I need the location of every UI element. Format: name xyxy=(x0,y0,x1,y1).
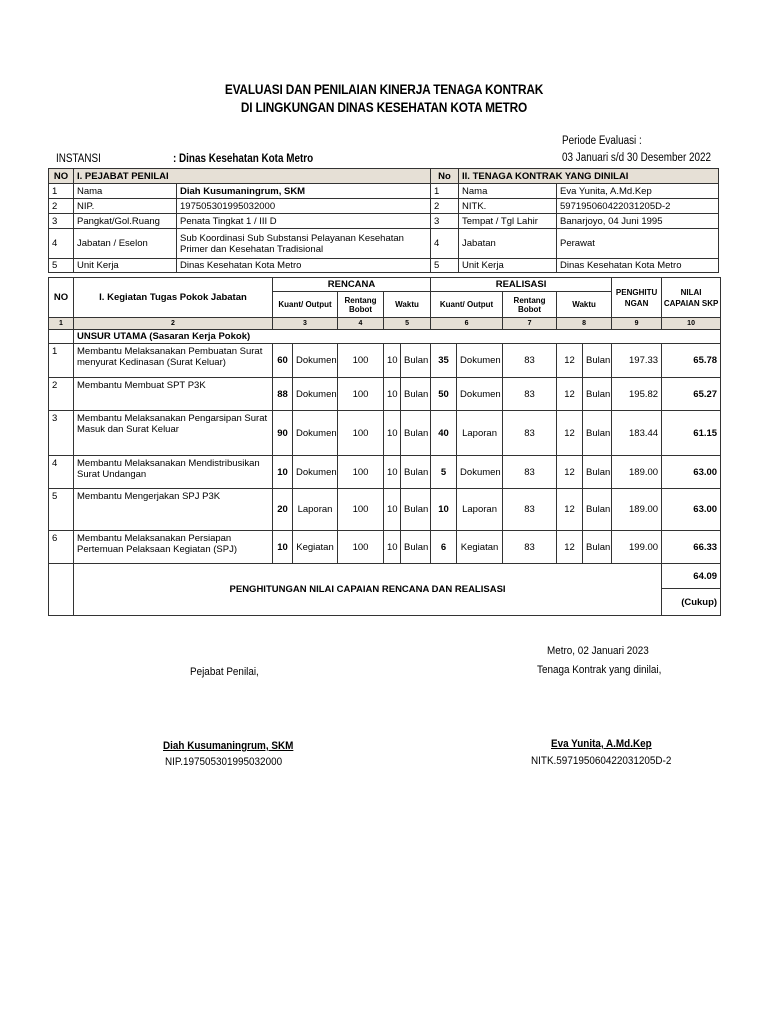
nilai-capaian-value: 63.00 xyxy=(662,489,721,531)
identity-left-no: 1 xyxy=(49,184,74,199)
identity-right-label: Unit Kerja xyxy=(459,259,557,273)
identity-header-row xyxy=(49,169,719,184)
rencana-unit: Dokumen xyxy=(293,378,338,411)
kontrak-ttl: Banarjoyo, 04 Juni 1995 xyxy=(557,214,719,229)
realisasi-waktu: 12 xyxy=(557,378,583,411)
identity-row-5 xyxy=(49,259,719,273)
rencana-qty: 90 xyxy=(273,411,293,456)
rencana-waktu-unit: Bulan xyxy=(401,344,431,378)
rencana-qty: 88 xyxy=(273,378,293,411)
realisasi-waktu-unit: Bulan xyxy=(583,411,612,456)
summary-label: PENGHITUNGAN NILAI CAPAIAN RENCANA DAN REALISASI xyxy=(74,564,662,616)
realisasi-unit: Dokumen xyxy=(457,456,503,489)
penghitungan-value: 195.82 xyxy=(612,378,662,411)
kegiatan-table xyxy=(48,277,721,616)
rencana-qty: 20 xyxy=(273,489,293,531)
penilai-nip: 197505301995032000 xyxy=(177,199,431,214)
col-number: 3 xyxy=(273,318,338,330)
rencana-bobot: 100 xyxy=(338,378,384,411)
realisasi-qty: 5 xyxy=(431,456,457,489)
section-empty-cell xyxy=(49,330,74,344)
rencana-unit: Dokumen xyxy=(293,411,338,456)
pejabat-penilai-header: I. PEJABAT PENILAI xyxy=(74,169,431,184)
rencana-waktu: 10 xyxy=(384,489,401,531)
identity-left-label: Nama xyxy=(74,184,177,199)
periode-label: Periode Evaluasi : xyxy=(562,135,642,147)
penghitungan-value: 183.44 xyxy=(612,411,662,456)
instansi-value: : Dinas Kesehatan Kota Metro xyxy=(173,153,314,165)
realisasi-unit: Dokumen xyxy=(457,344,503,378)
penghitungan-header: PENGHITU NGAN xyxy=(612,278,662,318)
realisasi-qty: 10 xyxy=(431,489,457,531)
rencana-waktu: 10 xyxy=(384,378,401,411)
identity-left-label: Pangkat/Gol.Ruang xyxy=(74,214,177,229)
rencana-waktu: 10 xyxy=(384,411,401,456)
section-row xyxy=(49,330,721,344)
penilai-pangkat: Penata Tingkat 1 / III D xyxy=(177,214,431,229)
identity-left-no: 3 xyxy=(49,214,74,229)
summary-row-top xyxy=(49,564,721,589)
table-row xyxy=(49,489,721,531)
nilai-capaian-value: 63.00 xyxy=(662,456,721,489)
realisasi-waktu: 12 xyxy=(557,344,583,378)
realisasi-qty: 6 xyxy=(431,531,457,564)
rencana-waktu-unit: Bulan xyxy=(401,456,431,489)
rencana-bobot: 100 xyxy=(338,411,384,456)
rencana-unit: Dokumen xyxy=(293,456,338,489)
identity-right-label: Nama xyxy=(459,184,557,199)
summary-empty-cell xyxy=(49,564,74,616)
rencana-bobot: 100 xyxy=(338,344,384,378)
col-number: 1 xyxy=(49,318,74,330)
kontrak-nama: Eva Yunita, A.Md.Kep xyxy=(557,184,719,199)
nilai-capaian-header: NILAI CAPAIAN SKP xyxy=(662,278,721,318)
section-label: UNSUR UTAMA (Sasaran Kerja Pokok) xyxy=(74,330,721,344)
penilai-jabatan: Sub Koordinasi Sub Substansi Pelayanan Kesehatan Primer dan Kesehatan Tradisional xyxy=(177,229,431,259)
row-kegiatan: Membantu Membuat SPT P3K xyxy=(74,378,273,411)
rencana-unit: Kegiatan xyxy=(293,531,338,564)
realisasi-waktu-header: Waktu xyxy=(557,292,612,318)
realisasi-qty: 40 xyxy=(431,411,457,456)
col-no-header: NO xyxy=(49,278,74,318)
realisasi-qty: 50 xyxy=(431,378,457,411)
identity-row-3 xyxy=(49,214,719,229)
rencana-waktu-header: Waktu xyxy=(384,292,431,318)
realisasi-qty: 35 xyxy=(431,344,457,378)
realisasi-waktu-unit: Bulan xyxy=(583,378,612,411)
row-no: 3 xyxy=(49,411,74,456)
realisasi-waktu: 12 xyxy=(557,456,583,489)
rencana-qty: 10 xyxy=(273,531,293,564)
identity-row-4 xyxy=(49,229,719,259)
periode-value: 03 Januari s/d 30 Desember 2022 xyxy=(562,152,711,164)
document-title-line1: EVALUASI DAN PENILAIAN KINERJA TENAGA KONTRAK xyxy=(224,82,544,97)
rencana-bobot: 100 xyxy=(338,531,384,564)
rencana-waktu: 10 xyxy=(384,344,401,378)
realisasi-waktu-unit: Bulan xyxy=(583,344,612,378)
penilai-nama: Diah Kusumaningrum, SKM xyxy=(177,184,431,199)
kontrak-unit-kerja: Dinas Kesehatan Kota Metro xyxy=(557,259,719,273)
col-number: 4 xyxy=(338,318,384,330)
realisasi-unit: Dokumen xyxy=(457,378,503,411)
identity-right-no: 2 xyxy=(431,199,459,214)
row-no: 5 xyxy=(49,489,74,531)
realisasi-bobot: 83 xyxy=(503,456,557,489)
col-number: 2 xyxy=(74,318,273,330)
rencana-unit: Laporan xyxy=(293,489,338,531)
col-kegiatan-header: I. Kegiatan Tugas Pokok Jabatan xyxy=(74,278,273,318)
identity-right-label: NITK. xyxy=(459,199,557,214)
rencana-bobot: 100 xyxy=(338,489,384,531)
penilai-unit-kerja: Dinas Kesehatan Kota Metro xyxy=(177,259,431,273)
row-no: 2 xyxy=(49,378,74,411)
penilai-signature-nip: NIP.197505301995032000 xyxy=(165,756,283,768)
instansi-label: INSTANSI xyxy=(56,153,101,165)
nilai-capaian-value: 65.27 xyxy=(662,378,721,411)
penghitungan-value: 189.00 xyxy=(612,489,662,531)
col-number: 10 xyxy=(662,318,721,330)
table-row xyxy=(49,378,721,411)
rencana-header: RENCANA xyxy=(273,278,431,292)
penilai-signature-name: Diah Kusumaningrum, SKM xyxy=(163,740,294,752)
identity-no-header-right: No xyxy=(431,169,459,184)
realisasi-unit: Laporan xyxy=(457,411,503,456)
identity-no-header: NO xyxy=(49,169,74,184)
rencana-waktu-unit: Bulan xyxy=(401,378,431,411)
rencana-waktu: 10 xyxy=(384,531,401,564)
realisasi-waktu-unit: Bulan xyxy=(583,489,612,531)
identity-left-label: Jabatan / Eselon xyxy=(74,229,177,259)
identity-right-no: 5 xyxy=(431,259,459,273)
row-no: 6 xyxy=(49,531,74,564)
realisasi-waktu: 12 xyxy=(557,411,583,456)
kontrak-jabatan: Perawat xyxy=(557,229,719,259)
place-date: Metro, 02 Januari 2023 xyxy=(547,645,649,657)
identity-row-2 xyxy=(49,199,719,214)
row-no: 1 xyxy=(49,344,74,378)
nilai-capaian-value: 65.78 xyxy=(662,344,721,378)
identity-right-label: Tempat / Tgl Lahir xyxy=(459,214,557,229)
identity-row-1 xyxy=(49,184,719,199)
nilai-capaian-value: 66.33 xyxy=(662,531,721,564)
row-no: 4 xyxy=(49,456,74,489)
identity-right-no: 3 xyxy=(431,214,459,229)
col-number: 9 xyxy=(612,318,662,330)
realisasi-kuant-header: Kuant/ Output xyxy=(431,292,503,318)
col-number: 5 xyxy=(384,318,431,330)
rencana-bobot-header: Rentang Bobot xyxy=(338,292,384,318)
kontrak-signature-nitk: NITK.597195060422031205D-2 xyxy=(531,755,672,767)
realisasi-bobot: 83 xyxy=(503,378,557,411)
summary-kategori: (Cukup) xyxy=(662,589,721,616)
row-kegiatan: Membantu Melaksanakan Pengarsipan Surat Masuk dan Surat Keluar xyxy=(74,411,273,456)
col-number: 6 xyxy=(431,318,503,330)
realisasi-bobot: 83 xyxy=(503,531,557,564)
row-kegiatan: Membantu Melaksanakan Persiapan Pertemuan Pelaksaan Kegiatan (SPJ) xyxy=(74,531,273,564)
table-row xyxy=(49,411,721,456)
rencana-qty: 60 xyxy=(273,344,293,378)
realisasi-unit: Kegiatan xyxy=(457,531,503,564)
summary-total: 64.09 xyxy=(662,564,721,589)
table-row xyxy=(49,344,721,378)
penghitungan-value: 199.00 xyxy=(612,531,662,564)
pejabat-penilai-role: Pejabat Penilai, xyxy=(190,666,259,678)
realisasi-bobot: 83 xyxy=(503,411,557,456)
realisasi-bobot-header: Rentang Bobot xyxy=(503,292,557,318)
identity-right-no: 4 xyxy=(431,229,459,259)
realisasi-bobot: 83 xyxy=(503,489,557,531)
rencana-waktu: 10 xyxy=(384,456,401,489)
column-number-row xyxy=(49,318,721,330)
tenaga-kontrak-header: II. TENAGA KONTRAK YANG DINILAI xyxy=(459,169,719,184)
tenaga-kontrak-role: Tenaga Kontrak yang dinilai, xyxy=(537,664,662,676)
rencana-qty: 10 xyxy=(273,456,293,489)
realisasi-waktu: 12 xyxy=(557,489,583,531)
identity-left-label: NIP. xyxy=(74,199,177,214)
rencana-bobot: 100 xyxy=(338,456,384,489)
document-title-line2: DI LINGKUNGAN DINAS KESEHATAN KOTA METRO xyxy=(240,100,528,115)
row-kegiatan: Membantu Mengerjakan SPJ P3K xyxy=(74,489,273,531)
identity-left-no: 5 xyxy=(49,259,74,273)
rencana-unit: Dokumen xyxy=(293,344,338,378)
penghitungan-value: 197.33 xyxy=(612,344,662,378)
realisasi-waktu-unit: Bulan xyxy=(583,531,612,564)
realisasi-waktu-unit: Bulan xyxy=(583,456,612,489)
main-header-row-1 xyxy=(49,278,721,292)
rencana-kuant-header: Kuant/ Output xyxy=(273,292,338,318)
penghitungan-value: 189.00 xyxy=(612,456,662,489)
col-number: 7 xyxy=(503,318,557,330)
rencana-waktu-unit: Bulan xyxy=(401,531,431,564)
realisasi-header: REALISASI xyxy=(431,278,612,292)
identity-left-no: 2 xyxy=(49,199,74,214)
kontrak-signature-name: Eva Yunita, A.Md.Kep xyxy=(551,738,652,750)
identity-right-label: Jabatan xyxy=(459,229,557,259)
kontrak-nitk: 597195060422031205D-2 xyxy=(557,199,719,214)
nilai-capaian-value: 61.15 xyxy=(662,411,721,456)
rencana-waktu-unit: Bulan xyxy=(401,411,431,456)
table-row xyxy=(49,456,721,489)
col-number: 8 xyxy=(557,318,612,330)
realisasi-waktu: 12 xyxy=(557,531,583,564)
realisasi-unit: Laporan xyxy=(457,489,503,531)
identity-right-no: 1 xyxy=(431,184,459,199)
identity-left-label: Unit Kerja xyxy=(74,259,177,273)
rencana-waktu-unit: Bulan xyxy=(401,489,431,531)
row-kegiatan: Membantu Melaksanakan Mendistribusikan Surat Undangan xyxy=(74,456,273,489)
identity-left-no: 4 xyxy=(49,229,74,259)
row-kegiatan: Membantu Melaksanakan Pembuatan Surat menyurat Kedinasan (Surat Keluar) xyxy=(74,344,273,378)
realisasi-bobot: 83 xyxy=(503,344,557,378)
table-row xyxy=(49,531,721,564)
identity-table xyxy=(48,168,719,273)
